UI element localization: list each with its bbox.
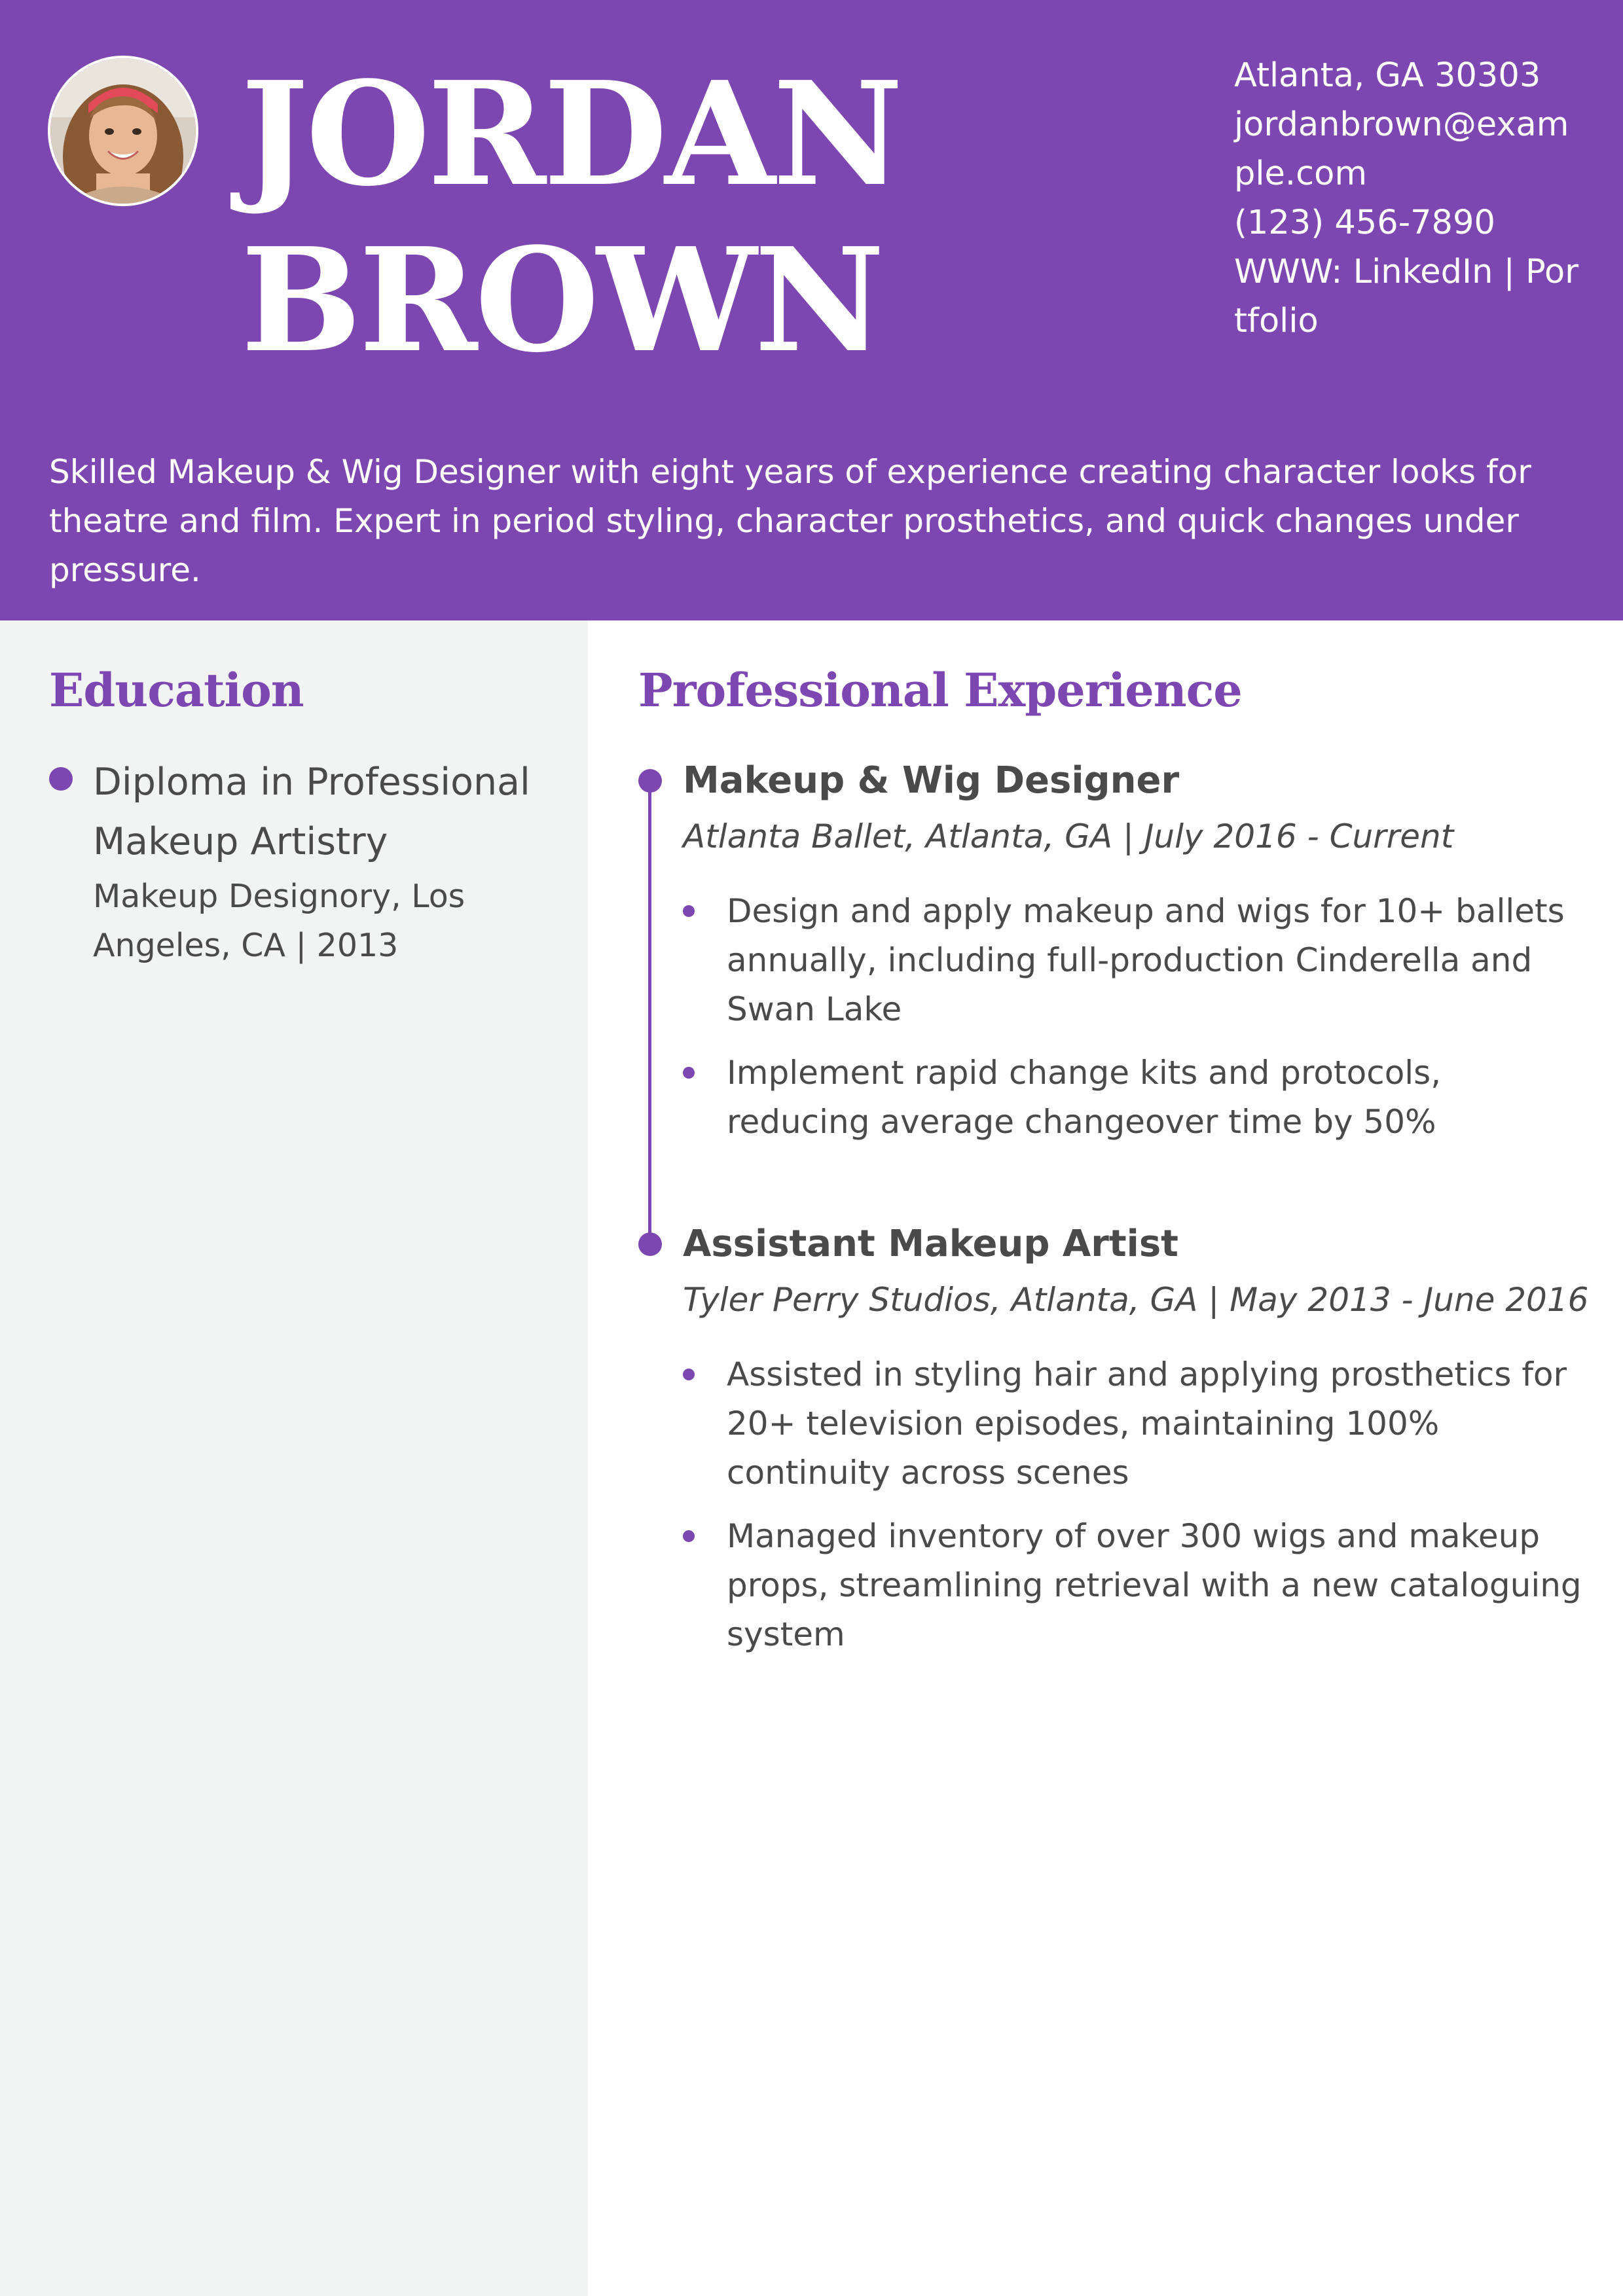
candidate-name xyxy=(241,51,901,384)
timeline-dot-icon xyxy=(638,769,662,793)
avatar xyxy=(48,56,198,206)
contact-web-links[interactable]: WWW: LinkedIn | Portfolio xyxy=(1234,253,1579,340)
job-title: Assistant Makeup Artist xyxy=(683,1223,1178,1265)
contact-address: Atlanta, GA 30303 xyxy=(1234,56,1541,95)
contact-info xyxy=(1234,51,1588,346)
list-item xyxy=(638,1350,1594,1498)
education-item xyxy=(49,753,573,970)
bullet-dot-icon xyxy=(683,1067,695,1079)
job-entry xyxy=(638,1211,1594,1674)
bullet-dot-icon xyxy=(683,1530,695,1542)
education-degree: Diploma in Professional Makeup Artistry xyxy=(93,761,530,863)
list-item xyxy=(638,1512,1594,1659)
first-name: JORDAN xyxy=(241,50,901,218)
professional-summary: Skilled Makeup & Wig Designer with eight years of experience creating character looks for theatre and film. Expert in period styling, character prosthetics, and quick changes under pressure. xyxy=(49,453,1531,589)
bullet-text: Assisted in styling hair and applying prosthetics for 20+ television episodes, maintaining 100% continuity across scenes xyxy=(727,1355,1567,1492)
bullet-dot-icon xyxy=(683,1369,695,1380)
job-title: Makeup & Wig Designer xyxy=(683,759,1180,802)
bullet-text: Implement rapid change kits and protocols, reducing average changeover time by 50% xyxy=(727,1054,1442,1141)
resume-header xyxy=(0,0,1623,620)
bullet-dot-icon xyxy=(49,767,73,791)
list-item xyxy=(638,1049,1594,1147)
job-bullets xyxy=(638,887,1594,1147)
bullet-dot-icon xyxy=(683,905,695,917)
profile-photo-icon xyxy=(50,58,196,204)
education-heading: Education xyxy=(49,663,304,717)
contact-email[interactable]: jordanbrown@example.com xyxy=(1234,105,1569,193)
bullet-text: Design and apply makeup and wigs for 10+ ballets annually, including full-production Cinderella and Swan Lake xyxy=(727,892,1565,1028)
job-meta: Tyler Perry Studios, Atlanta, GA | May 2013 - June 2016 xyxy=(683,1281,1589,1319)
last-name: BROWN xyxy=(241,217,883,384)
timeline-dot-icon xyxy=(638,1232,662,1256)
experience-heading: Professional Experience xyxy=(638,663,1242,717)
job-meta: Atlanta Ballet, Atlanta, GA | July 2016 - Current xyxy=(683,817,1454,855)
education-school: Makeup Designory, Los Angeles, CA | 2013 xyxy=(93,878,465,964)
job-entry xyxy=(638,748,1594,1161)
contact-phone: (123) 456-7890 xyxy=(1234,204,1495,242)
bullet-text: Managed inventory of over 300 wigs and makeup props, streamlining retrieval with a new cataloguing system xyxy=(727,1517,1582,1653)
job-bullets xyxy=(638,1350,1594,1659)
list-item xyxy=(638,887,1594,1034)
